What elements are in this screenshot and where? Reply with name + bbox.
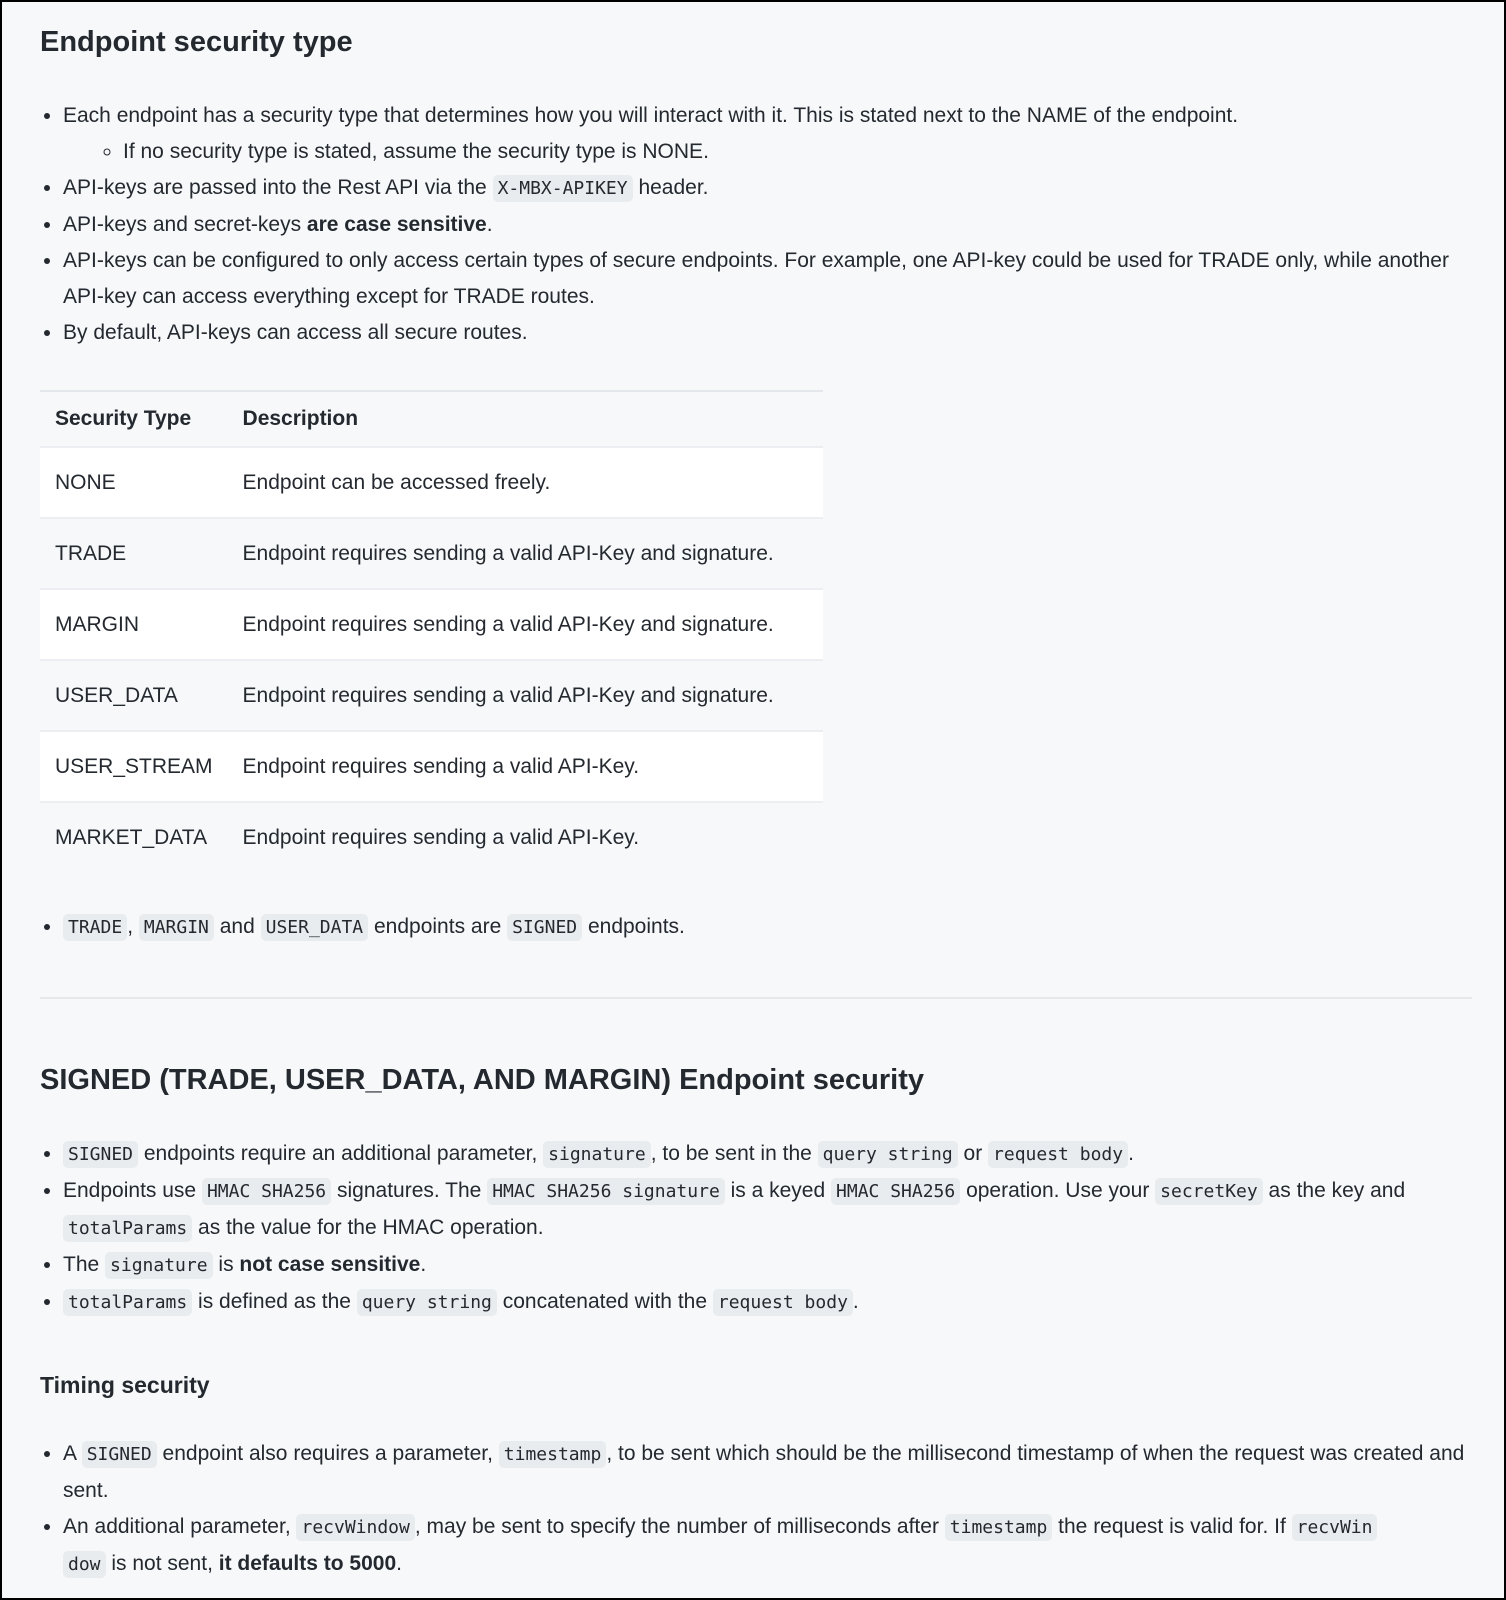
inline-code: USER_DATA xyxy=(261,914,369,941)
bold-text: are case sensitive xyxy=(306,213,487,236)
bullet-text: , to be sent which should be the millisecond timestamp of when the request was created and sent. xyxy=(63,1442,1465,1502)
cell-description: Endpoint can be accessed freely. xyxy=(228,447,823,518)
bullet-text: , may be sent to specify the number of milliseconds after xyxy=(414,1515,945,1538)
list-item xyxy=(63,243,1473,315)
inline-code: TRADE xyxy=(63,914,127,941)
inline-code: request body xyxy=(713,1289,853,1316)
heading-timing-security: Timing security xyxy=(40,1372,210,1398)
inline-code: totalParams xyxy=(63,1289,192,1316)
cell-description: Endpoint requires sending a valid API-Key. xyxy=(228,731,823,802)
bullet-text: A xyxy=(63,1442,82,1465)
signed-endpoints-note xyxy=(40,909,1473,946)
sub-list xyxy=(63,134,1473,170)
security-type-table xyxy=(40,390,823,872)
list-item xyxy=(63,315,1473,351)
bullet-text: the request is valid for. If xyxy=(1052,1515,1292,1538)
bullet-text: Each endpoint has a security type that determines how you will interact with it. This is stated next to the NAME of the endpoint. xyxy=(63,104,1239,127)
bullet-text: endpoints. xyxy=(582,915,685,938)
timing-security-bullets xyxy=(40,1436,1473,1583)
bullet-text: operation. Use your xyxy=(960,1179,1156,1202)
bullet-text: . xyxy=(420,1253,427,1276)
table-row xyxy=(40,660,823,731)
bullet-text: is xyxy=(212,1253,240,1276)
heading-endpoint-security-type: Endpoint security type xyxy=(40,26,353,58)
cell-description: Endpoint requires sending a valid API-Key and signature. xyxy=(228,589,823,660)
bullet-text: By default, API-keys can access all secure routes. xyxy=(63,321,528,344)
list-item xyxy=(63,1509,1473,1583)
bullet-text: . xyxy=(486,213,493,236)
inline-code: signature xyxy=(105,1252,213,1279)
inline-code: recvWindow xyxy=(296,1514,414,1541)
bullet-text: as the key and xyxy=(1262,1179,1406,1202)
bullet-text: and xyxy=(213,915,261,938)
table-row xyxy=(40,589,823,660)
inline-code: query string xyxy=(357,1289,497,1316)
bullet-text: API-keys and secret-keys xyxy=(63,213,307,236)
bullet-text: The xyxy=(63,1253,106,1276)
bullet-text: An additional parameter, xyxy=(63,1515,297,1538)
list-item xyxy=(63,1136,1473,1173)
bullet-text: , to be sent in the xyxy=(650,1142,818,1165)
bullet-text: . xyxy=(1128,1142,1134,1165)
list-item xyxy=(63,1247,1473,1284)
cell-description: Endpoint requires sending a valid API-Key and signature. xyxy=(228,518,823,589)
inline-code: timestamp xyxy=(945,1514,1053,1541)
bullet-text: If no security type is stated, assume the security type is NONE. xyxy=(123,140,709,163)
bullet-text: is defined as the xyxy=(192,1290,357,1313)
bullet-text: . xyxy=(852,1290,859,1313)
bullet-text: as the value for the HMAC operation. xyxy=(192,1216,544,1239)
inline-code: SIGNED xyxy=(82,1441,157,1468)
column-header-description: Description xyxy=(242,407,359,430)
list-item xyxy=(63,1173,1473,1247)
list-item xyxy=(63,170,1473,207)
inline-code: HMAC SHA256 signature xyxy=(487,1178,725,1205)
bullet-text: concatenated with the xyxy=(496,1290,713,1313)
bold-text: not case sensitive xyxy=(239,1253,421,1276)
bullet-text: is not sent, xyxy=(105,1552,219,1575)
list-item xyxy=(123,134,1473,170)
list-item xyxy=(63,1436,1473,1509)
bullet-text: Endpoints use xyxy=(63,1179,202,1202)
cell-description: Endpoint requires sending a valid API-Key and signature. xyxy=(228,660,823,731)
signed-security-bullets xyxy=(40,1136,1473,1321)
bullet-text: API-keys are passed into the Rest API via the xyxy=(63,176,493,199)
bullet-text: endpoints require an additional parameter, xyxy=(138,1142,544,1165)
bullet-text: endpoint also requires a parameter, xyxy=(156,1442,499,1465)
inline-code: HMAC SHA256 xyxy=(202,1178,331,1205)
bullet-text: API-keys can be configured to only access certain types of secure endpoints. For example, one API-key could be used for TRADE only, while another API-key can access everything except for TRADE routes. xyxy=(63,249,1449,308)
bullet-text: or xyxy=(957,1142,989,1165)
section-divider xyxy=(40,997,1472,999)
table-row xyxy=(40,447,823,518)
list-item xyxy=(63,1284,1473,1321)
inline-code: HMAC SHA256 xyxy=(831,1178,960,1205)
inline-code: timestamp xyxy=(499,1441,607,1468)
inline-code: request body xyxy=(988,1141,1128,1168)
bullet-text: signatures. The xyxy=(331,1179,488,1202)
inline-code: recvWin xyxy=(1292,1514,1378,1541)
cell-security-type: USER_STREAM xyxy=(40,731,228,802)
bullet-text: is a keyed xyxy=(724,1179,832,1202)
cell-security-type: TRADE xyxy=(40,518,228,589)
bullet-text: , xyxy=(127,915,139,938)
cell-security-type: MARKET_DATA xyxy=(40,802,228,872)
inline-code: SIGNED xyxy=(507,914,582,941)
inline-code: X-MBX-APIKEY xyxy=(493,175,633,202)
bullet-text: header. xyxy=(632,176,709,199)
cell-description: Endpoint requires sending a valid API-Key. xyxy=(228,802,823,872)
table-row xyxy=(40,802,823,872)
list-item xyxy=(63,207,1473,243)
heading-signed-endpoint-security: SIGNED (TRADE, USER_DATA, AND MARGIN) Endpoint security xyxy=(40,1064,924,1096)
inline-code: SIGNED xyxy=(63,1141,138,1168)
bullet-text: . xyxy=(396,1552,402,1575)
bold-text: it defaults to 5000 xyxy=(218,1552,397,1575)
table-header-row xyxy=(40,391,823,447)
inline-code: MARGIN xyxy=(139,914,214,941)
inline-code: secretKey xyxy=(1155,1178,1263,1205)
list-item xyxy=(63,909,1473,946)
table-row xyxy=(40,731,823,802)
list-item xyxy=(63,98,1473,170)
column-header-security-type: Security Type xyxy=(55,407,192,430)
inline-code: query string xyxy=(818,1141,958,1168)
cell-security-type: NONE xyxy=(40,447,228,518)
bullet-text: endpoints are xyxy=(368,915,508,938)
inline-code: signature xyxy=(543,1141,651,1168)
inline-code: dow xyxy=(63,1551,106,1578)
cell-security-type: USER_DATA xyxy=(40,660,228,731)
table-row xyxy=(40,518,823,589)
cell-security-type: MARGIN xyxy=(40,589,228,660)
inline-code: totalParams xyxy=(63,1215,192,1242)
security-type-bullets xyxy=(40,98,1473,351)
